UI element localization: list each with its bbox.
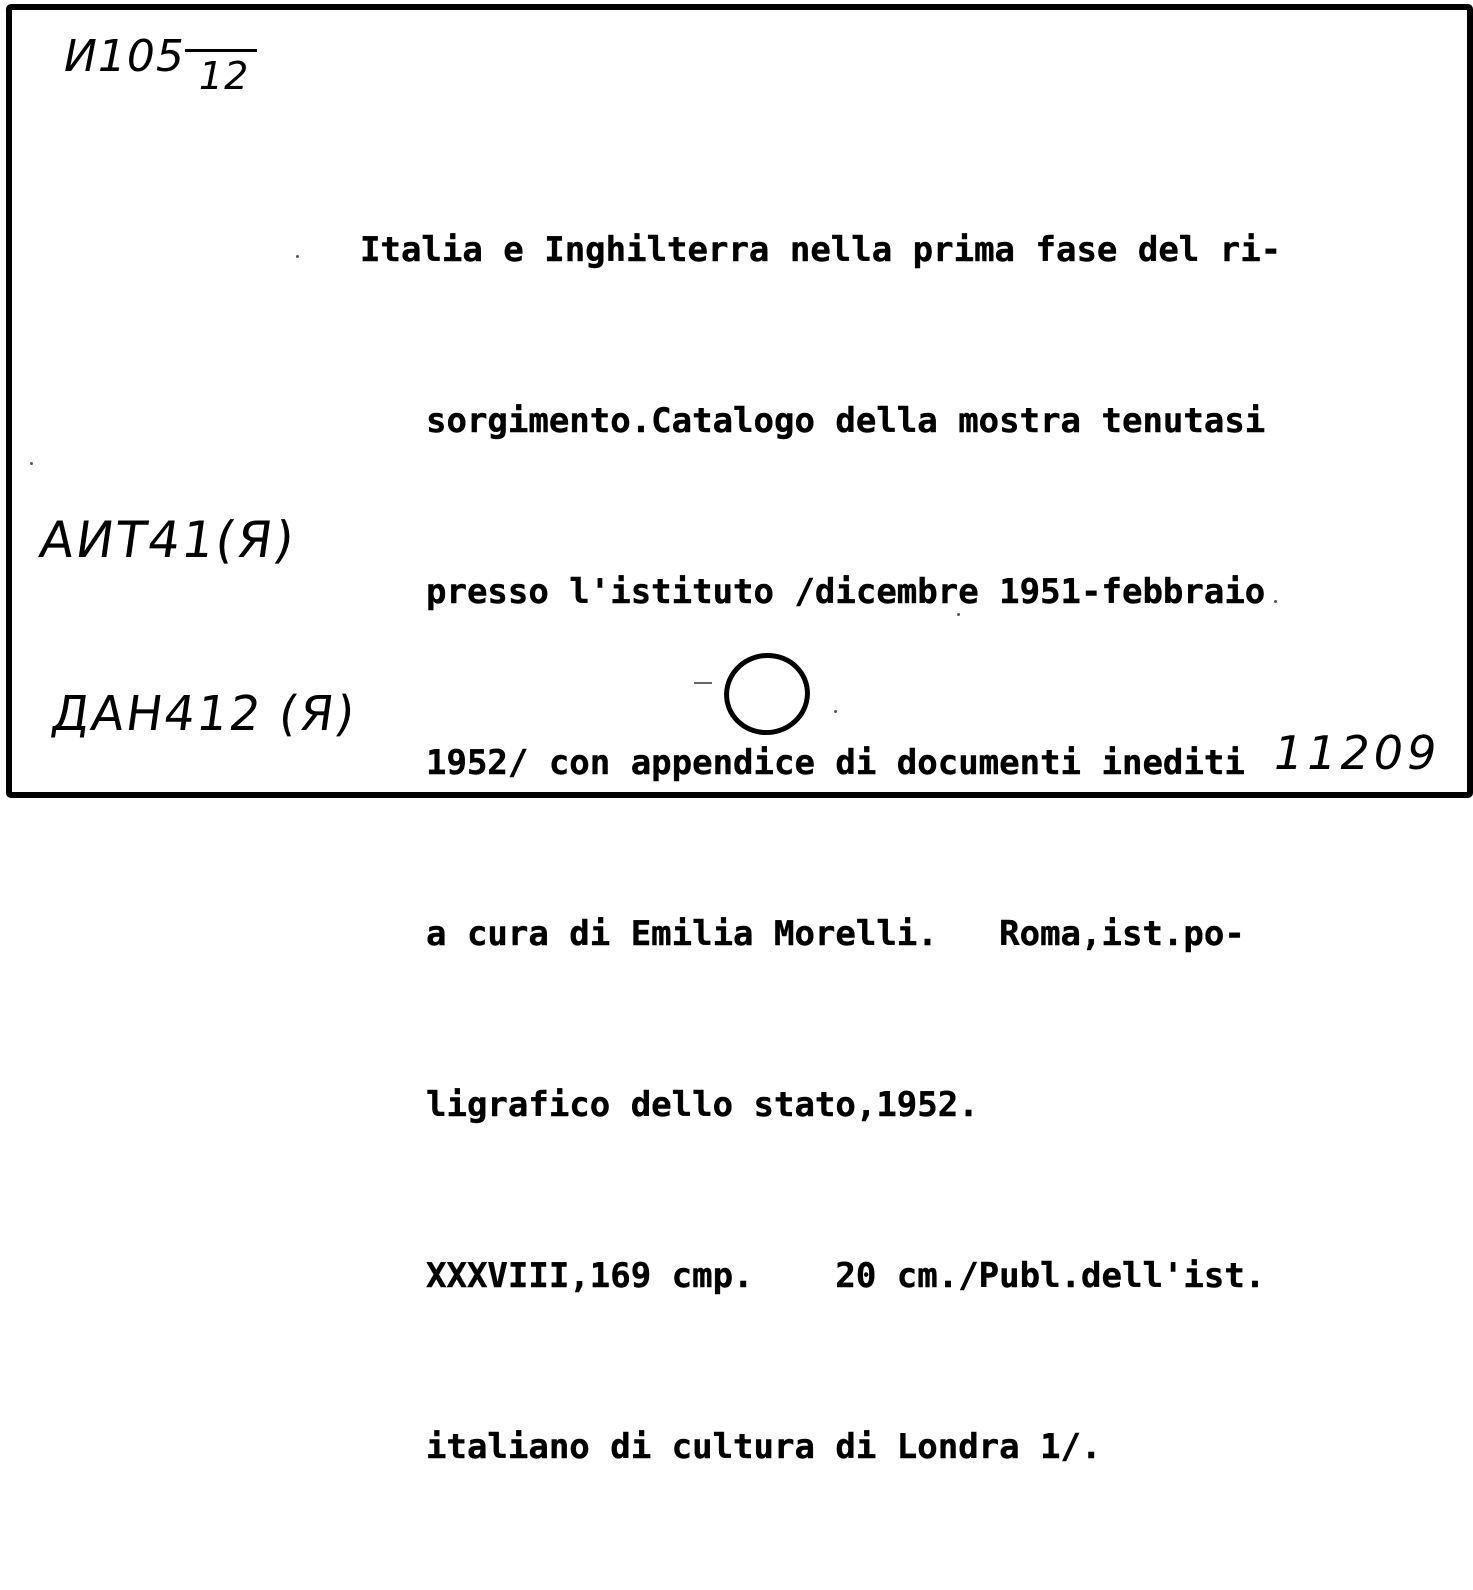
speck [1274, 600, 1277, 603]
speck [834, 710, 837, 713]
punch-mark-dash [694, 682, 712, 684]
entry-line: 1952/ con appendice di documenti inediti [426, 743, 1245, 783]
call-number-fraction [185, 35, 265, 98]
inventory-number: 11209 [1274, 726, 1441, 780]
entry-line: ligrafico dello stato,1952. [426, 1085, 979, 1125]
speck [30, 462, 33, 465]
speck [296, 255, 299, 258]
catalog-card [6, 4, 1473, 1467]
bibliographic-entry [360, 108, 1281, 1590]
entry-line: XXXVIII,169 cmp. 20 cm./Publ.dell'ist. [426, 1256, 1266, 1296]
shelf-mark: АИТ41(Я) [35, 511, 300, 569]
call-number [64, 31, 265, 98]
entry-line: presso l'istituto /dicembre 1951-febbraio [426, 572, 1266, 612]
fraction-bar [185, 49, 257, 52]
entry-line: Italia e Inghilterra nella prima fase del ri- [360, 230, 1282, 270]
speck [957, 613, 960, 616]
call-number-main: И105 [64, 31, 185, 82]
call-number-denominator: 12 [198, 54, 250, 98]
entry-line: a cura di Emilia Morelli. Roma,ist.po- [426, 914, 1245, 954]
entry-line: sorgimento.Catalogo della mostra tenutasi [426, 401, 1266, 441]
entry-line: italiano di cultura di Londra 1/. [426, 1427, 1102, 1467]
shelf-mark: ДАН412 (Я) [48, 686, 361, 742]
